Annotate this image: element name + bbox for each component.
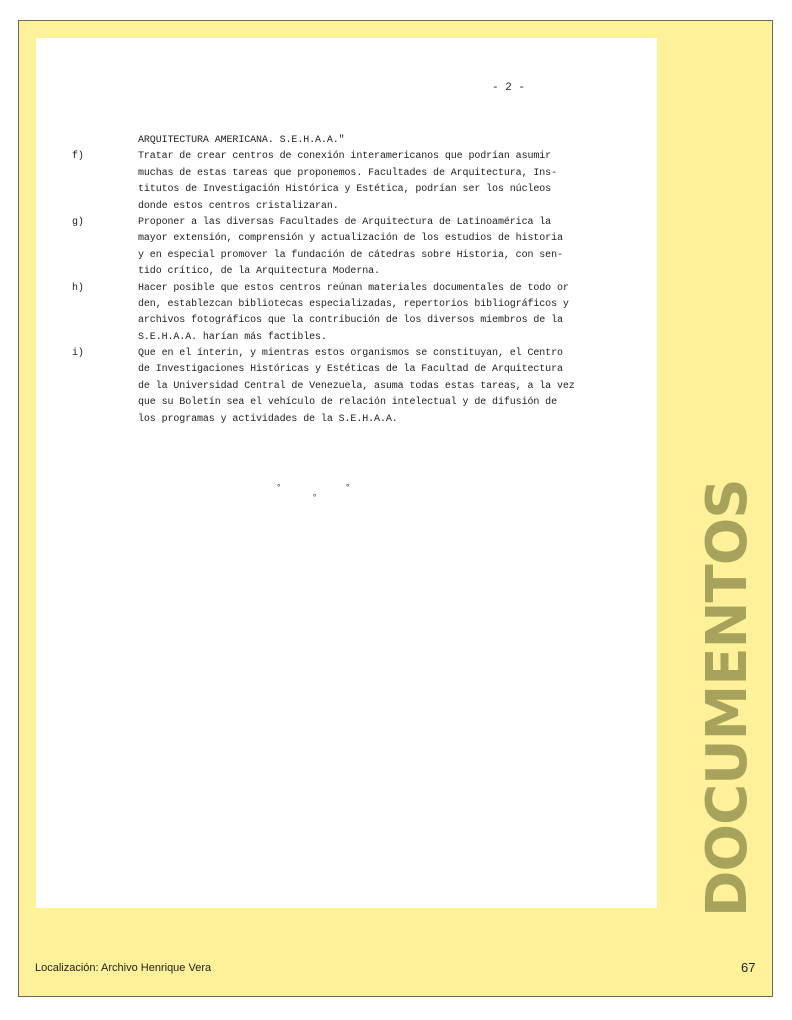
document-line: que su Boletín sea el vehículo de relación intelectual y de difusión de <box>138 397 557 409</box>
section-title: DOCUMENTOS <box>695 479 760 917</box>
footer-location: Localización: Archivo Henrique Vera <box>35 962 212 974</box>
scan-mark: ° <box>345 483 351 493</box>
document-line: archivos fotográficos que la contribución de los diversos miembros de la <box>138 315 563 327</box>
document-line: den, establezcan bibliotecas especializadas, repertorios bibliográficos y <box>138 298 569 310</box>
document-line: i) Que en el ínterin, y mientras estos organismos se constituyan, el Centro <box>72 348 563 360</box>
document-line: ARQUITECTURA AMERICANA. S.E.H.A.A." <box>138 135 345 146</box>
document-line: donde estos centros cristalizaran. <box>138 200 339 212</box>
document-line: los programas y actividades de la S.E.H.A.A. <box>138 413 398 425</box>
document-line: y en especial promover la fundación de cátedras sobre Historia, con sen- <box>138 249 563 261</box>
scan-mark: ° <box>276 483 282 493</box>
document-line: mayor extensión, comprensión y actualización de los estudios de historia <box>138 233 563 245</box>
document-page-marker: - 2 - <box>492 82 526 94</box>
document-line: muchas de estas tareas que proponemos. Facultades de Arquitectura, Ins- <box>138 167 557 179</box>
document-line: de Investigaciones Históricas y Estéticas de la Facultad de Arquitectura <box>138 364 563 376</box>
document-line: titutos de Investigación Histórica y Estética, podrían ser los núcleos <box>138 184 552 196</box>
document-line: f) Tratar de crear centros de conexión interamericanos que podrían asumir <box>72 151 552 163</box>
document-line: S.E.H.A.A. harían más factibles. <box>138 331 327 343</box>
document-line: g) Proponer a las diversas Facultades de Arquitectura de Latinoamérica la <box>72 216 552 228</box>
document-body <box>72 133 592 428</box>
footer-page-number: 67 <box>741 960 756 975</box>
scan-mark: ° <box>312 493 318 503</box>
document-line: de la Universidad Central de Venezuela, asuma todas estas tareas, a la vez <box>138 380 575 392</box>
document-line: tido crítico, de la Arquitectura Moderna. <box>138 266 380 278</box>
document-line: h) Hacer posible que estos centros reúnan materiales documentales de todo or <box>72 282 569 294</box>
